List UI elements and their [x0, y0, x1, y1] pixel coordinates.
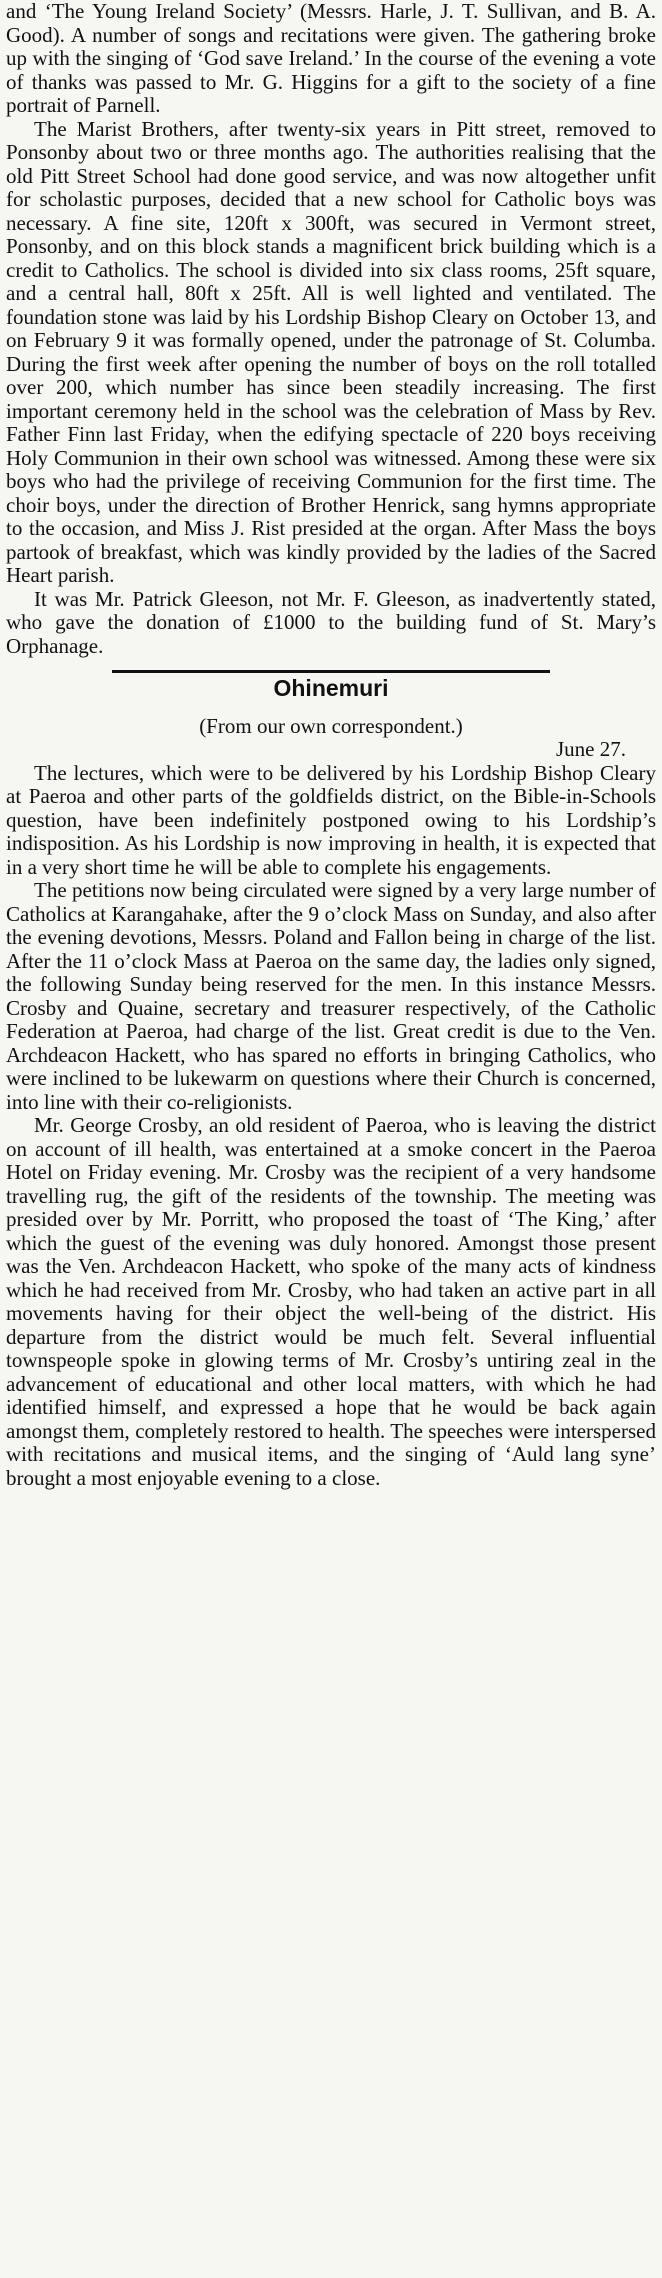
marist-brothers-paragraph: The Marist Brothers, after twenty-six years in Pitt street, removed to Ponsonby about two or three months ago. The authorities realising that the old Pitt Street School had done good service, and was now altogether unfit for scholastic purposes, decided that a new school for Catholic boys was necessary. A fine site, 120ft x 300ft, was secured in Vermont street, Ponsonby, and on this block stands a magnificent brick building which is a credit to Catholics. The school is divided into six class rooms, 25ft square, and a central hall, 80ft x 25ft. All is well lighted and ventilated. The foundation stone was laid by his Lordship Bishop Cleary on October 13, and on February 9 it was formally opened, under the patronage of St. Columba. During the first week after opening the number of boys on the roll totalled over 200, which number has since been steadily increasing. The first important ceremony held in the school was the celebration of Mass by Rev. Father Finn last Friday, when the edifying spectacle of 220 boys receiving Holy Communion in their own school was witnessed. Among these were six boys who had the privilege of receiving Communion for the first time. The choir boys, under the direction of Brother Henrick, sang hymns appropriate to the occasion, and Miss J. Rist presided at the organ. After Mass the boys partook of breakfast, which was kindly provided by the ladies of the Sacred Heart parish.: [6, 116, 656, 587]
dateline: June 27.: [556, 737, 626, 761]
correspondent-byline: (From our own correspondent.): [199, 713, 463, 738]
petitions-paragraph: The petitions now being circulated were signed by a very large number of Catholics at Karangahake, after the 9 o’clock Mass on Sunday, and also after the evening devotions, Messrs. Poland and Fallon being in charge of the list. After the 11 o’clock Mass at Paeroa on the same day, the ladies only signed, the following Sunday being reserved for the men. In this instance Messrs. Crosby and Quaine, secretary and treasurer respectively, of the Catholic Federation at Paeroa, had charge of the list. Great credit is due to the Ven. Archdeacon Hackett, who has spared no efforts in bringing Catholics, who were inclined to be lukewarm on questions where their Church is concerned, into line with their co-religionists.: [6, 878, 656, 1114]
section-divider: [112, 670, 550, 673]
newspaper-column: [6, 0, 656, 1490]
correction-paragraph: It was Mr. Patrick Gleeson, not Mr. F. Gleeson, as inadvertently stated, who gave the donation of £1000 to the building fund of St. Mary’s Orphanage.: [6, 586, 656, 658]
lectures-paragraph: The lectures, which were to be delivered by his Lordship Bishop Cleary at Paeroa and other parts of the goldfields district, on the Bible-in-Schools question, have been indefinitely postponed owing to his Lordship’s indisposition. As his Lordship is now improving in health, it is expected that in a very short time he will be able to complete his engagements.: [6, 760, 656, 879]
section-heading: Ohinemuri: [273, 675, 389, 701]
crosby-paragraph: Mr. George Crosby, an old resident of Paeroa, who is leaving the district on account of ill health, was entertained at a smoke concert in the Paeroa Hotel on Friday evening. Mr. Crosby was the recipient of a very handsome travelling rug, the gift of the residents of the township. The meeting was presided over by Mr. Porritt, who proposed the toast of ‘The King,’ after which the guest of the evening was duly honored. Amongst those present was the Ven. Archdeacon Hackett, who spoke of the many acts of kindness which he had received from Mr. Crosby, who had taken an active part in all movements having for their object the well-being of the district. His departure from the district would be much felt. Several influential townspeople spoke in glowing terms of Mr. Crosby’s untiring zeal in the advancement of educational and other local matters, with which he had identified himself, and expressed a hope that he would be back again amongst them, completely restored to health. The speeches were interspersed with recitations and musical items, and the singing of ‘Auld lang syne’ brought a most enjoyable evening to a close.: [6, 1113, 656, 1490]
continued-paragraph-1: and ‘The Young Ireland Society’ (Messrs. Harle, J. T. Sullivan, and B. A. Good). A number of songs and recitations were given. The gathering broke up with the singing of ‘God save Ireland.’ In the course of the evening a vote of thanks was passed to Mr. G. Higgins for a gift to the society of a fine portrait of Parnell.: [6, 0, 656, 117]
